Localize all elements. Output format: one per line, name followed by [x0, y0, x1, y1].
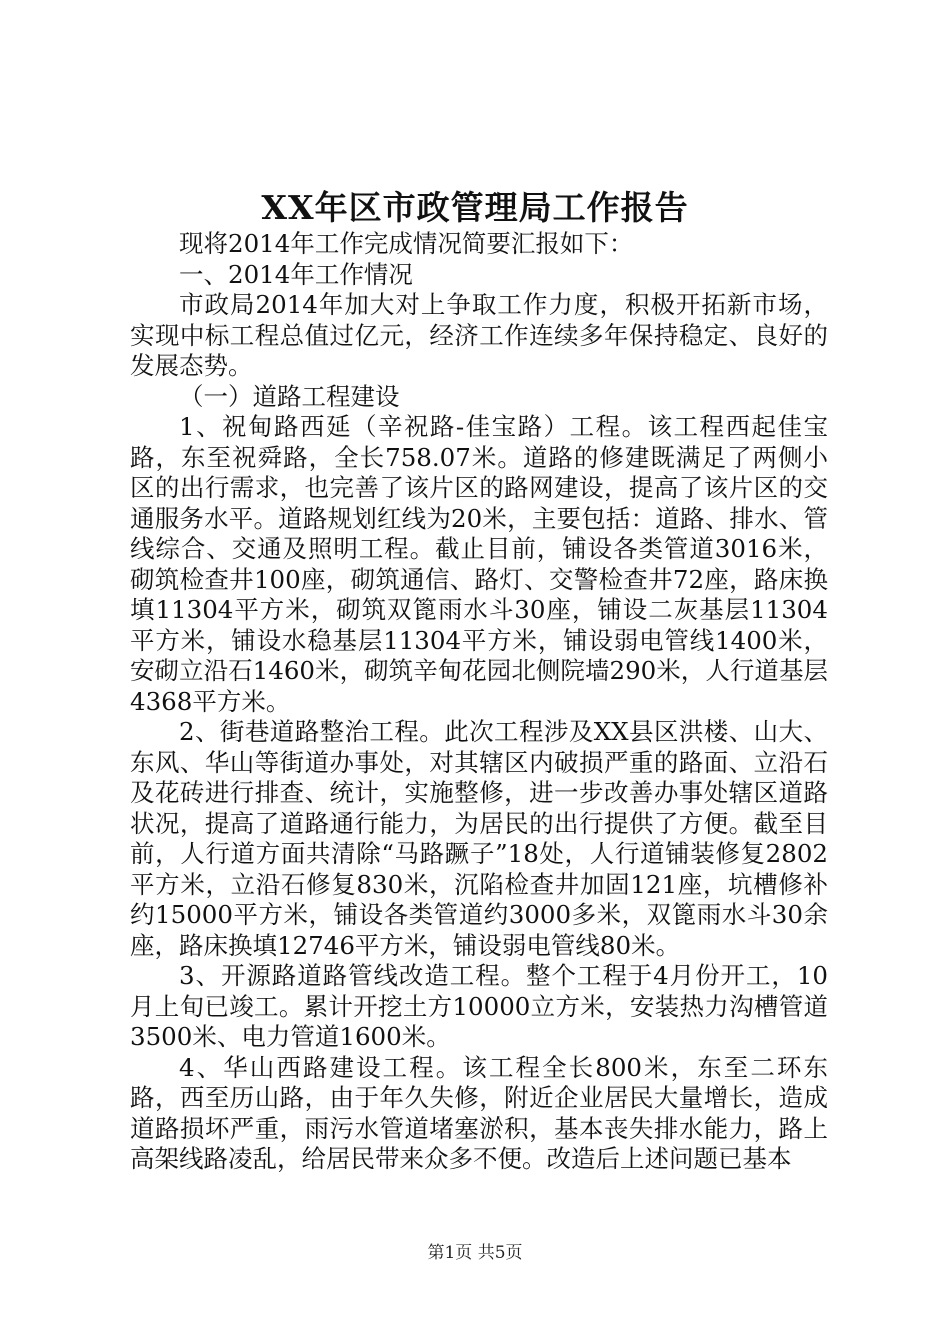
paragraph-overview: 市政局2014年加大对上争取工作力度，积极开拓新市场，实现中标工程总值过亿元，经济工作连续多年保持稳定、良好的发展态势。	[130, 290, 828, 380]
heading-section-1: 一、2014年工作情况	[179, 259, 413, 289]
paragraph-intro: 现将2014年工作完成情况简要汇报如下：	[179, 229, 634, 258]
document-body	[130, 229, 828, 1175]
paragraph-item-2: 2、街巷道路整治工程。此次工程涉及XX县区洪楼、山大、东风、华山等街道办事处，对其辖区内破损严重的路面、立沿石及花砖进行排查、统计，实施整修，进一步改善办事处辖区道路状况，提高了道路通行能力，为居民的出行提供了方便。截至目前，人行道方面共清除“马路蹶子”18处，人行道铺装修复2802平方米，立沿石修复830米，沉陷检查井加固121座，坑槽修补约15000平方米，铺设各类管道约3000多米，双篦雨水斗30余座，路床换填12746平方米，铺设弱电管线80米。	[130, 717, 828, 960]
page-footer: 第1页 共5页	[427, 1243, 523, 1263]
heading-subsection-road: （一）道路工程建设	[179, 381, 400, 411]
paragraph-item-4: 4、华山西路建设工程。该工程全长800米，东至二环东路，西至历山路，由于年久失修，附近企业居民大量增长，造成道路损坏严重，雨污水管道堵塞淤积，基本丧失排水能力，路上高架线路凌乱，给居民带来众多不便。改造后上述问题已基本	[130, 1052, 828, 1173]
paragraph-item-1: 1、祝甸路西延（辛祝路-佳宝路）工程。该工程西起佳宝路，东至祝舜路，全长758.07米。道路的修建既满足了两侧小区的出行需求，也完善了该片区的路网建设，提高了该片区的交通服务水平。道路规划红线为20米，主要包括：道路、排水、管线综合、交通及照明工程。截止目前，铺设各类管道3016米，砌筑检查井100座，砌筑通信、路灯、交警检查井72座，路床换填11304平方米，砌筑双篦雨水斗30座，铺设二灰基层11304平方米，铺设水稳基层11304平方米，铺设弱电管线1400米，安砌立沿石1460米，砌筑辛甸花园北侧院墙290米，人行道基层4368平方米。	[130, 412, 828, 716]
paragraph-item-3: 3、开源路道路管线改造工程。整个工程于4月份开工，10月上旬已竣工。累计开挖土方10000立方米，安装热力沟槽管道3500米、电力管道1600米。	[130, 961, 828, 1051]
document-title: XX年区市政管理局工作报告	[261, 188, 689, 227]
